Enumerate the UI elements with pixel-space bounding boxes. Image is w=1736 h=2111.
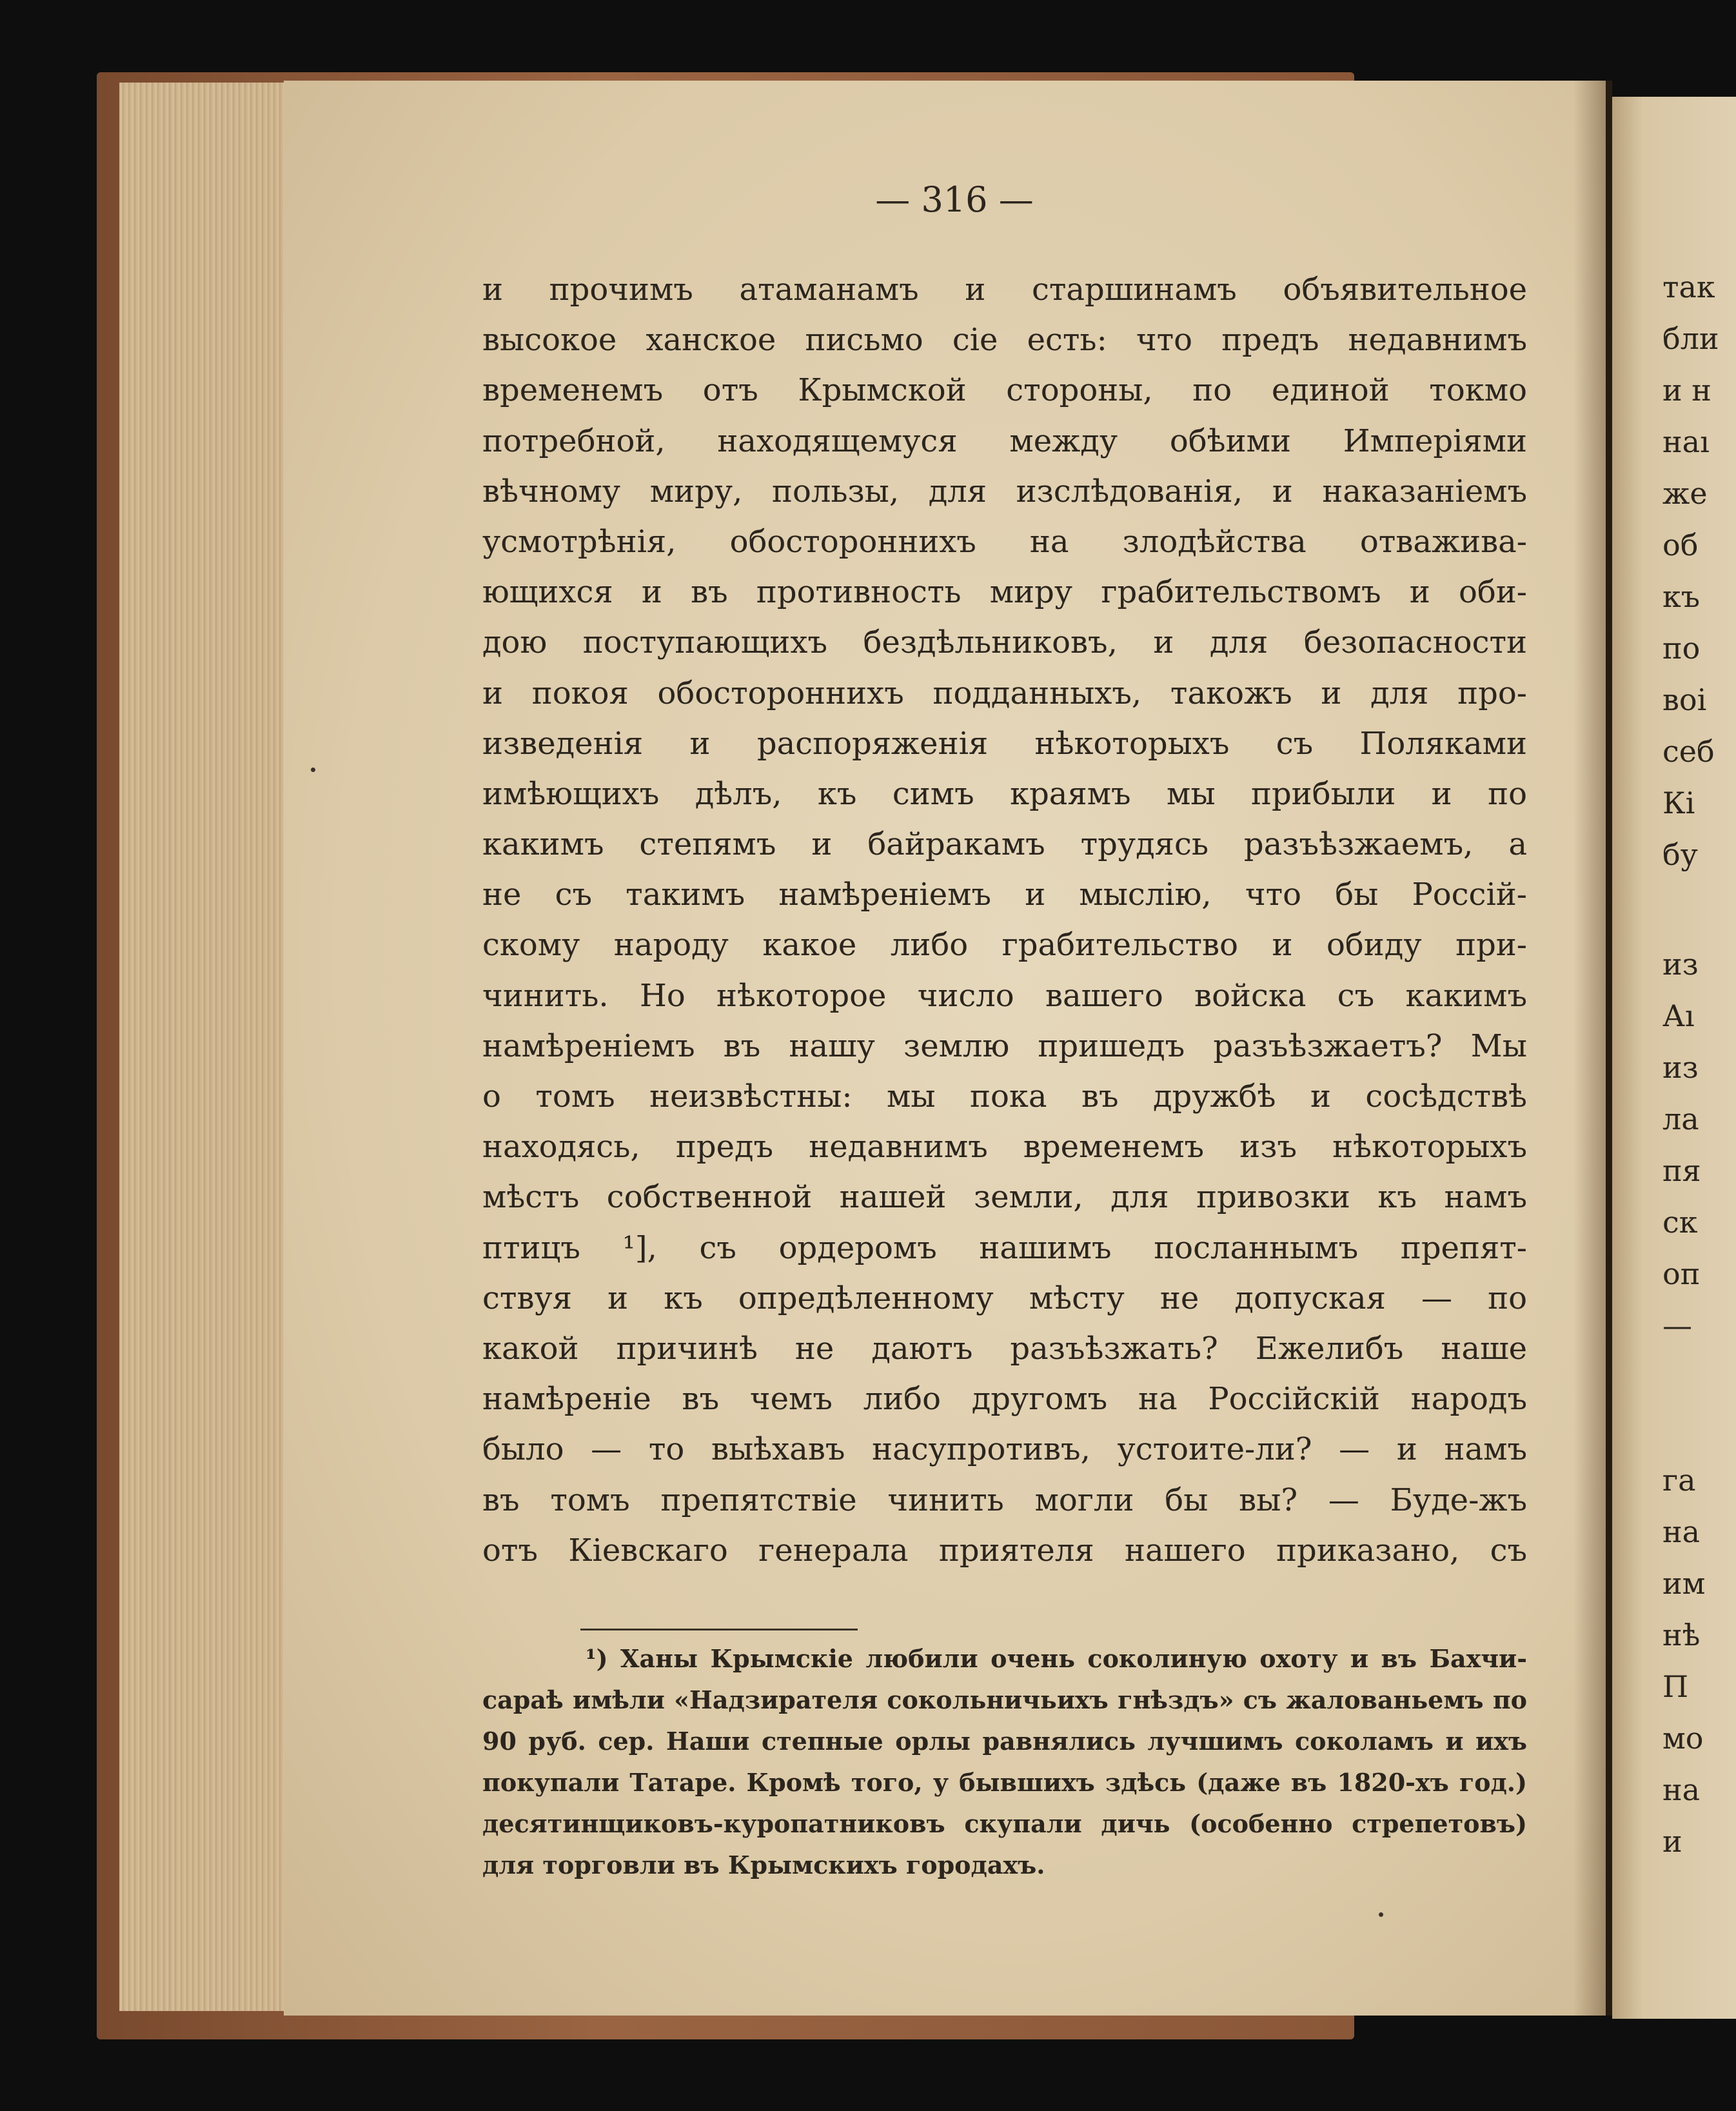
footnote-line: 90 руб. сер. Наши степные орлы равнялись лучшимъ соколамъ и ихъ	[482, 1727, 1527, 1756]
right-page-fragment: по	[1662, 631, 1701, 666]
text-line: и прочимъ атаманамъ и старшинамъ объявительное	[482, 272, 1527, 308]
text-line: дою поступающихъ бездѣльниковъ, и для безопасности	[482, 624, 1527, 661]
text-line: мѣстъ собственной нашей земли, для привозки къ намъ	[482, 1179, 1527, 1216]
right-page-fragment: об	[1662, 528, 1699, 562]
text-line: о томъ неизвѣстны: мы пока въ дружбѣ и сосѣдствѣ	[482, 1078, 1527, 1115]
right-page-fragment: —	[1662, 1308, 1692, 1343]
right-page-fragment: мо	[1662, 1721, 1704, 1756]
footnote-line: покупали Татаре. Кромѣ того, у бывшихъ здѣсь (даже въ 1820-хъ год.)	[482, 1768, 1527, 1797]
text-line: ющихся и въ противность миру грабительствомъ и оби-	[482, 574, 1527, 611]
right-page-fragment: га	[1662, 1463, 1696, 1498]
right-page-fragment: ла	[1662, 1102, 1699, 1136]
right-page-fragment: так	[1662, 270, 1715, 304]
right-page-fragment: пя	[1662, 1153, 1701, 1188]
text-line: находясь, предъ недавнимъ временемъ изъ нѣкоторыхъ	[482, 1129, 1527, 1165]
paper-speck	[1379, 1912, 1383, 1917]
right-page-fragment: оп	[1662, 1256, 1701, 1291]
text-line: и покоя обосторонниxъ подданныхъ, такожъ и для про-	[482, 675, 1527, 711]
book-gutter	[1573, 81, 1612, 2016]
text-line: было — то выѣхавъ насупротивъ, устоите-ли? — и намъ	[482, 1431, 1527, 1468]
footnote-line: десятинщиковъ-куропатниковъ скупали дичь (особенно стрепетовъ)	[482, 1809, 1527, 1838]
right-page-fragment: Аı	[1662, 998, 1695, 1033]
right-page-fragment: нѣ	[1662, 1618, 1701, 1652]
right-page-fragment: из	[1662, 1050, 1699, 1085]
right-page-fragment: из	[1662, 947, 1699, 982]
footnote-line: ¹) Ханы Крымскіе любили очень соколиную охоту и въ Бахчи-	[586, 1644, 1527, 1673]
text-line: изведенія и распоряженія нѣкоторыхъ съ Поляками	[482, 725, 1527, 762]
right-page-fragment: на	[1662, 1514, 1701, 1549]
right-page-fragment: на	[1662, 1772, 1701, 1807]
page-number: — 316 —	[875, 179, 1034, 220]
text-line: отъ Кіевскаго генерала приятеля нашего приказано, съ	[482, 1532, 1527, 1569]
text-line: не съ такимъ намѣреніемъ и мыслію, что бы Россій-	[482, 877, 1527, 913]
text-line: какимъ степямъ и байракамъ трудясь разъѣзжаемъ, а	[482, 826, 1527, 863]
right-page	[1612, 97, 1736, 2019]
right-page-fragment: себ	[1662, 734, 1715, 769]
right-page-fragment: бли	[1662, 321, 1719, 356]
footnote-line: для торговли въ Крымскихъ городахъ.	[482, 1850, 1045, 1879]
right-page-fragment: и н	[1662, 373, 1711, 408]
text-line: птицъ ¹], съ ордеромъ нашимъ посланнымъ препят-	[482, 1229, 1527, 1266]
right-page-fragment: ск	[1662, 1205, 1698, 1240]
text-line: ствуя и къ опредѣленному мѣсту не допуская — по	[482, 1280, 1527, 1316]
text-line: временемъ отъ Крымской стороны, по единой токмо	[482, 372, 1527, 409]
right-page-fragment: бу	[1662, 837, 1698, 872]
text-line: какой причинѣ не даютъ разъѣзжать? Ежелибъ наше	[482, 1330, 1527, 1367]
text-line: намѣреніе въ чемъ либо другомъ на Россійскій народъ	[482, 1381, 1527, 1418]
paper-speck	[311, 768, 315, 772]
text-line: скому народу какое либо грабительство и обиду при-	[482, 927, 1527, 964]
right-page-fragment: и	[1662, 1824, 1682, 1859]
right-page-fragment: къ	[1662, 579, 1701, 614]
footnote-line: сараѣ имѣли «Надзирателя сокольничьихъ гнѣздъ» съ жалованьемъ по	[482, 1685, 1527, 1714]
text-line: намѣреніемъ въ нашу землю пришедъ разъѣзжаетъ? Мы	[482, 1027, 1527, 1064]
text-line: усмотрѣнія, обосторонниxъ на злодѣйства отважива-	[482, 523, 1527, 560]
right-page-fragment: П	[1662, 1669, 1689, 1704]
footnote-divider	[580, 1629, 858, 1630]
right-page-fragment: им	[1662, 1566, 1706, 1601]
footnote	[482, 1638, 1527, 1886]
right-page-fragment: наı	[1662, 424, 1710, 459]
page-edges	[119, 83, 288, 2011]
right-page-fragment: же	[1662, 476, 1708, 511]
text-line: потребной, находящемуся между обѣими Имперіями	[482, 422, 1527, 459]
right-page-fragment: Кі	[1662, 786, 1695, 820]
right-page-fragment: воі	[1662, 682, 1707, 717]
body-text	[482, 264, 1527, 1576]
text-line: вѣчному миру, пользы, для изслѣдованія, и наказаніемъ	[482, 473, 1527, 510]
text-line: высокое ханское письмо сіе есть: что предъ недавнимъ	[482, 322, 1527, 359]
text-line: въ томъ препятствіе чинить могли бы вы? — Буде-жъ	[482, 1482, 1527, 1518]
text-line: чинить. Но нѣкоторое число вашего войска съ какимъ	[482, 977, 1527, 1014]
text-line: имѣющихъ дѣлъ, къ симъ краямъ мы прибыли и по	[482, 775, 1527, 812]
